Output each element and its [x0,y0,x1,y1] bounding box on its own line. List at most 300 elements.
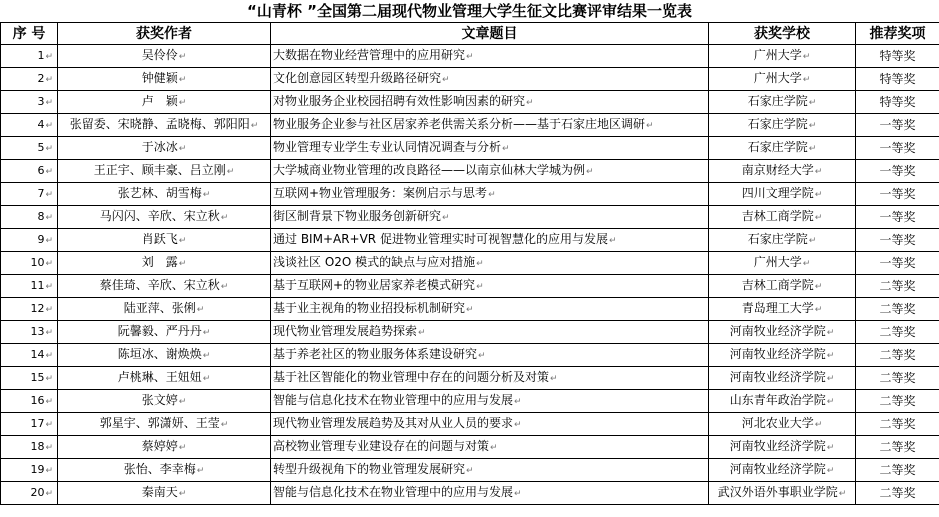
table-row [1,252,939,275]
table-body [1,45,939,505]
cell-text: 二等奖 [879,486,916,500]
cell-text: 石家庄学院 [747,117,808,131]
cell-text: 一等奖 [879,164,916,178]
cell-text: 河南牧业经济学院 [729,370,826,384]
table-row [1,68,939,91]
cell-text: 二等奖 [879,394,916,408]
table-row [1,436,939,459]
paragraph-mark-icon: ↵ [466,52,474,62]
cell-school [709,137,856,160]
cell-text: 张留委、宋晓静、孟晓梅、郭阳阳 [69,117,250,131]
paragraph-mark-icon: ↵ [814,282,823,292]
cell-author [58,252,271,275]
table-row [1,91,939,114]
cell-school [709,436,856,459]
cell-text: 一等奖 [879,233,916,247]
paragraph-mark-icon: ↵ [45,189,53,200]
paragraph-mark-icon: ↵ [226,167,235,177]
table-row [1,367,939,390]
table-row [1,321,939,344]
header-award: 推荐奖项 [856,23,939,45]
cell-paper [271,160,709,183]
cell-no [1,390,58,413]
table-row [1,229,939,252]
table-row [1,206,939,229]
cell-no [1,183,58,206]
cell-school [709,68,856,91]
cell-text: 19 [30,462,45,476]
cell-text: 浅谈社区 O2O 模式的缺点与应对措施 [273,255,476,269]
paragraph-mark-icon: ↵ [466,305,474,315]
cell-text: 钟健颖 [141,71,178,85]
paragraph-mark-icon: ↵ [814,420,823,430]
cell-text: 对物业服务企业校园招聘有效性影响因素的研究 [273,94,526,108]
paragraph-mark-icon: ↵ [826,351,835,361]
paragraph-mark-icon: ↵ [45,258,53,269]
cell-author [58,183,271,206]
cell-award [856,298,939,321]
cell-award [856,45,939,68]
paragraph-mark-icon: ↵ [45,373,53,384]
cell-award [856,390,939,413]
paragraph-mark-icon: ↵ [814,305,823,315]
cell-award [856,68,939,91]
cell-text: 特等奖 [879,72,916,86]
cell-text: 5 [37,140,45,154]
table-row [1,114,939,137]
cell-text: 二等奖 [879,371,916,385]
cell-author [58,321,271,344]
paragraph-mark-icon: ↵ [514,489,522,499]
cell-text: 3 [37,94,45,108]
paragraph-mark-icon: ↵ [250,121,259,131]
paragraph-mark-icon: ↵ [478,351,486,361]
cell-no [1,321,58,344]
cell-school [709,390,856,413]
cell-paper [271,252,709,275]
cell-award [856,436,939,459]
cell-text: 16 [30,393,45,407]
cell-no [1,413,58,436]
paragraph-mark-icon: ↵ [45,465,53,476]
cell-text: 一等奖 [879,187,916,201]
cell-text: 二等奖 [879,348,916,362]
table-row [1,275,939,298]
cell-text: 河南牧业经济学院 [729,462,826,476]
cell-text: 通过 BIM+AR+VR 促进物业管理实时可视智慧化的应用与发展 [273,232,608,246]
cell-text: 蔡婷婷 [141,439,178,453]
paragraph-mark-icon: ↵ [802,259,811,269]
cell-no [1,459,58,482]
cell-no [1,482,58,505]
cell-award [856,344,939,367]
paragraph-mark-icon: ↵ [814,167,823,177]
cell-text: 基于业主视角的物业招投标机制研究 [273,301,466,315]
cell-paper [271,367,709,390]
cell-text: 石家庄学院 [747,140,808,154]
cell-text: 广州大学 [753,48,802,62]
paragraph-mark-icon: ↵ [45,488,53,499]
cell-no [1,252,58,275]
cell-award [856,275,939,298]
cell-author [58,275,271,298]
cell-paper [271,298,709,321]
paragraph-mark-icon: ↵ [45,327,53,338]
cell-award [856,413,939,436]
cell-school [709,114,856,137]
cell-text: 12 [30,301,45,315]
cell-text: 一等奖 [879,256,916,270]
cell-no [1,298,58,321]
paragraph-mark-icon: ↵ [45,51,53,62]
cell-text: 二等奖 [879,325,916,339]
paragraph-mark-icon: ↵ [196,305,205,315]
cell-text: 张艺林、胡雪梅 [117,186,202,200]
cell-text: 肖跃飞 [141,232,178,246]
cell-text: 文化创意园区转型升级路径研究 [273,71,442,85]
cell-award [856,160,939,183]
cell-text: 大数据在物业经营管理中的应用研究 [273,48,466,62]
cell-author [58,206,271,229]
cell-text: 二等奖 [879,279,916,293]
cell-school [709,206,856,229]
paragraph-mark-icon: ↵ [45,212,53,223]
cell-text: 一等奖 [879,210,916,224]
document-title: “山青杯 ”全国第二届现代物业管理大学生征文比赛评审结果一览表 [247,2,692,20]
paragraph-mark-icon: ↵ [608,236,617,246]
cell-text: 阮馨毅、严丹丹 [117,324,202,338]
cell-school [709,413,856,436]
cell-text: 7 [37,186,45,200]
paragraph-mark-icon: ↵ [45,304,53,315]
paragraph-mark-icon: ↵ [178,52,187,62]
cell-text: 街区制背景下物业服务创新研究 [273,209,442,223]
cell-text: 18 [30,439,45,453]
cell-paper [271,114,709,137]
paragraph-mark-icon: ↵ [196,466,205,476]
paragraph-mark-icon: ↵ [45,396,53,407]
cell-text: 互联网+物业管理服务：案例启示与思考 [273,186,488,200]
cell-text: 6 [37,163,45,177]
cell-text: 广州大学 [753,71,802,85]
cell-text: 吉林工商学院 [741,278,814,292]
cell-paper [271,413,709,436]
cell-award [856,114,939,137]
paragraph-mark-icon: ↵ [826,443,835,453]
cell-text: 4 [37,117,45,131]
paragraph-mark-icon: ↵ [202,374,211,384]
cell-no [1,160,58,183]
paragraph-mark-icon: ↵ [808,144,817,154]
paragraph-mark-icon: ↵ [220,420,229,430]
cell-text: 卢 颖 [141,94,178,108]
cell-author [58,344,271,367]
cell-award [856,459,939,482]
cell-school [709,91,856,114]
cell-paper [271,91,709,114]
paragraph-mark-icon: ↵ [808,98,817,108]
cell-school [709,298,856,321]
paragraph-mark-icon: ↵ [418,328,426,338]
cell-no [1,229,58,252]
cell-text: 武汉外语外事职业学院 [717,485,838,499]
paragraph-mark-icon: ↵ [178,259,187,269]
cell-author [58,91,271,114]
paragraph-mark-icon: ↵ [442,213,450,223]
cell-text: 陆亚萍、张俐 [123,301,196,315]
cell-text: 一等奖 [879,118,916,132]
cell-no [1,436,58,459]
cell-award [856,482,939,505]
table-row [1,45,939,68]
paragraph-mark-icon: ↵ [502,144,510,154]
paragraph-mark-icon: ↵ [178,397,187,407]
cell-award [856,252,939,275]
cell-school [709,321,856,344]
paragraph-mark-icon: ↵ [808,121,817,131]
cell-school [709,45,856,68]
paragraph-mark-icon: ↵ [808,236,817,246]
cell-no [1,68,58,91]
header-row [1,23,939,45]
cell-text: 基于养老社区的物业服务体系建设研究 [273,347,478,361]
cell-author [58,413,271,436]
cell-text: 广州大学 [753,255,802,269]
cell-author [58,436,271,459]
paragraph-mark-icon: ↵ [178,489,187,499]
cell-text: 刘 露 [141,255,178,269]
cell-author [58,459,271,482]
cell-text: 2 [37,71,45,85]
cell-paper [271,206,709,229]
results-table [0,22,939,505]
cell-text: 陈垣冰、谢焕焕 [117,347,202,361]
cell-text: 智能与信息化技术在物业管理中的应用与发展 [273,393,514,407]
paragraph-mark-icon: ↵ [45,74,53,85]
cell-text: 特等奖 [879,95,916,109]
cell-text: 河南牧业经济学院 [729,324,826,338]
cell-text: 8 [37,209,45,223]
cell-no [1,344,58,367]
cell-text: 转型升级视角下的物业管理发展研究 [273,462,466,476]
table-row [1,459,939,482]
cell-text: 二等奖 [879,302,916,316]
cell-school [709,482,856,505]
cell-author [58,114,271,137]
cell-text: 石家庄学院 [747,94,808,108]
cell-school [709,367,856,390]
cell-author [58,229,271,252]
cell-text: 现代物业管理发展趋势探索 [273,324,418,338]
table-row [1,137,939,160]
cell-author [58,68,271,91]
paragraph-mark-icon: ↵ [45,235,53,246]
cell-text: 王正宇、顾丰豪、吕立刚 [93,163,226,177]
cell-paper [271,229,709,252]
header-author: 获奖作者 [58,23,271,45]
cell-text: 15 [30,370,45,384]
cell-text: 河南牧业经济学院 [729,439,826,453]
cell-text: 1 [37,48,45,62]
cell-text: 石家庄学院 [747,232,808,246]
header-paper: 文章题目 [271,23,709,45]
cell-author [58,137,271,160]
paragraph-mark-icon: ↵ [488,190,496,200]
cell-text: 基于互联网+的物业居家养老模式研究 [273,278,476,292]
table-row [1,413,939,436]
paragraph-mark-icon: ↵ [178,443,187,453]
cell-paper [271,321,709,344]
cell-award [856,137,939,160]
paragraph-mark-icon: ↵ [490,443,498,453]
paragraph-mark-icon: ↵ [802,52,811,62]
cell-text: 郭星宇、郭潇妍、王莹 [99,416,220,430]
paragraph-mark-icon: ↵ [178,75,187,85]
paragraph-mark-icon: ↵ [802,75,811,85]
cell-school [709,275,856,298]
paragraph-mark-icon: ↵ [178,144,187,154]
cell-text: 11 [30,278,45,292]
paragraph-mark-icon: ↵ [45,442,53,453]
paragraph-mark-icon: ↵ [586,167,594,177]
cell-school [709,252,856,275]
cell-text: 山东青年政治学院 [729,393,826,407]
cell-school [709,459,856,482]
cell-text: 大学城商业物业管理的改良路径——以南京仙林大学城为例 [273,163,586,177]
paragraph-mark-icon: ↵ [178,236,187,246]
cell-author [58,367,271,390]
cell-school [709,229,856,252]
table-row [1,183,939,206]
cell-text: 智能与信息化技术在物业管理中的应用与发展 [273,485,514,499]
cell-award [856,206,939,229]
paragraph-mark-icon: ↵ [45,350,53,361]
cell-author [58,298,271,321]
cell-text: 卢桃琳、王妞妞 [117,370,202,384]
cell-text: 吴伶伶 [141,48,178,62]
cell-no [1,137,58,160]
cell-no [1,275,58,298]
header-no: 序 号 [1,23,58,45]
cell-text: 二等奖 [879,463,916,477]
cell-text: 9 [37,232,45,246]
cell-text: 14 [30,347,45,361]
paragraph-mark-icon: ↵ [476,259,484,269]
cell-text: 南京财经大学 [741,163,814,177]
paragraph-mark-icon: ↵ [814,190,823,200]
cell-paper [271,183,709,206]
paragraph-mark-icon: ↵ [826,374,835,384]
cell-no [1,45,58,68]
cell-paper [271,45,709,68]
cell-text: 现代物业管理发展趋势及其对从业人员的要求 [273,416,514,430]
paragraph-mark-icon: ↵ [45,120,53,131]
paragraph-mark-icon: ↵ [202,351,211,361]
paragraph-mark-icon: ↵ [826,466,835,476]
paragraph-mark-icon: ↵ [220,213,229,223]
paragraph-mark-icon: ↵ [838,489,847,499]
cell-text: 张文婷 [141,393,178,407]
paragraph-mark-icon: ↵ [202,190,211,200]
header-school: 获奖学校 [709,23,856,45]
paragraph-mark-icon: ↵ [202,328,211,338]
paragraph-mark-icon: ↵ [476,282,484,292]
cell-no [1,206,58,229]
cell-award [856,321,939,344]
cell-text: 吉林工商学院 [741,209,814,223]
cell-text: 二等奖 [879,440,916,454]
cell-paper [271,68,709,91]
cell-author [58,482,271,505]
paragraph-mark-icon: ↵ [45,166,53,177]
cell-no [1,114,58,137]
paragraph-mark-icon: ↵ [550,374,558,384]
cell-no [1,367,58,390]
cell-paper [271,137,709,160]
table-row [1,344,939,367]
paragraph-mark-icon: ↵ [466,466,474,476]
paragraph-mark-icon: ↵ [514,397,522,407]
cell-text: 13 [30,324,45,338]
cell-text: 秦南天 [141,485,178,499]
cell-paper [271,482,709,505]
cell-award [856,91,939,114]
cell-author [58,45,271,68]
paragraph-mark-icon: ↵ [826,397,835,407]
cell-text: 17 [30,416,45,430]
paragraph-mark-icon: ↵ [45,143,53,154]
cell-text: 10 [30,255,45,269]
paragraph-mark-icon: ↵ [45,281,53,292]
cell-text: 马闪闪、辛欣、宋立秋 [99,209,220,223]
table-row [1,482,939,505]
cell-text: 张怡、李幸梅 [123,462,196,476]
cell-text: 高校物业管理专业建设存在的问题与对策 [273,439,490,453]
cell-school [709,183,856,206]
cell-text: 20 [30,485,45,499]
cell-paper [271,344,709,367]
cell-text: 二等奖 [879,417,916,431]
paragraph-mark-icon: ↵ [814,213,823,223]
cell-award [856,229,939,252]
cell-paper [271,436,709,459]
cell-text: 蔡佳琦、辛欣、宋立秋 [99,278,220,292]
paragraph-mark-icon: ↵ [220,282,229,292]
cell-text: 青岛理工大学 [741,301,814,315]
paragraph-mark-icon: ↵ [526,98,534,108]
cell-text: 物业服务企业参与社区居家养老供需关系分析——基于石家庄地区调研 [273,117,646,131]
table-row [1,298,939,321]
paragraph-mark-icon: ↵ [646,121,654,131]
cell-paper [271,275,709,298]
paragraph-mark-icon: ↵ [178,98,187,108]
paragraph-mark-icon: ↵ [442,75,450,85]
cell-text: 特等奖 [879,49,916,63]
paragraph-mark-icon: ↵ [826,328,835,338]
cell-text: 一等奖 [879,141,916,155]
cell-text: 于冰冰 [141,140,178,154]
cell-school [709,160,856,183]
cell-paper [271,390,709,413]
cell-author [58,390,271,413]
cell-text: 河南牧业经济学院 [729,347,826,361]
cell-text: 四川文理学院 [741,186,814,200]
cell-paper [271,459,709,482]
paragraph-mark-icon: ↵ [514,420,522,430]
cell-school [709,344,856,367]
cell-text: 基于社区智能化的物业管理中存在的问题分析及对策 [273,370,550,384]
cell-text: 河北农业大学 [741,416,814,430]
